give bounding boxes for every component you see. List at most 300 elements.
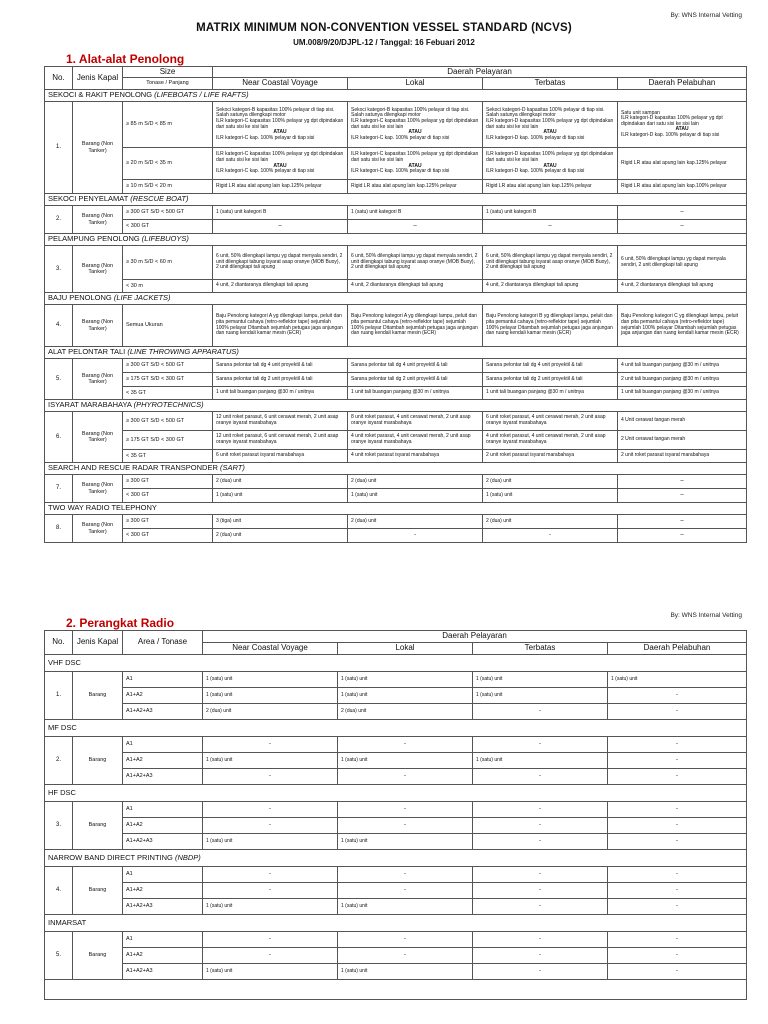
requirement-text: 2 (dua) unit xyxy=(216,531,242,538)
size-cell: ≥ 10 m S/D < 20 m xyxy=(123,180,213,194)
requirement-text: Baju Penolong kategori A yg dilengkapi lampu, peluit dan pita pemantul cahaya (retro-reflektor tape) sejumlah 100% pelayar Ditambah sejumlah petugas jaga anjungan dan ruang kendali kamar mesin (ECR) xyxy=(351,313,478,337)
requirement-cell xyxy=(213,475,348,489)
requirement-cell: - xyxy=(473,769,608,785)
requirement-text: Satu unit sampan xyxy=(621,109,660,116)
requirement-cell: 1 (satu) unit xyxy=(203,834,338,850)
requirement-cell xyxy=(618,102,747,148)
requirement-cell xyxy=(483,387,618,400)
requirement-text: ILR kategori-C kap. 100% pelayar di tiap sisi xyxy=(351,168,450,175)
area-cell: A1 xyxy=(123,737,203,753)
requirement-text: ILR kategori-C kapasitas 100% pelayar yg dpt dipindakan dari satu sisi ke sisi lain xyxy=(351,117,479,130)
vessel-type: Barang xyxy=(73,802,123,850)
requirement-cell xyxy=(618,431,747,450)
row-number: 4. xyxy=(45,305,73,347)
header-no: No. xyxy=(45,67,73,90)
requirement-text: 4 unit tali buangan panjang @30 m / unitnya xyxy=(621,361,719,368)
requirement-text: - xyxy=(549,532,551,539)
table-row xyxy=(45,305,747,347)
requirement-text: – xyxy=(680,209,684,216)
table-row xyxy=(45,148,747,180)
requirement-cell: - xyxy=(203,948,338,964)
group-header-row xyxy=(45,655,747,672)
requirement-text: 6 unit roket parasut, 4 unit cerawat merah, 2 unit asap oranye isyarat marabahaya xyxy=(486,414,606,426)
requirement-text: - xyxy=(414,532,416,539)
requirement-text: 1 unit tali buangan panjang @30 m / unitnya xyxy=(486,389,584,396)
requirement-cell: - xyxy=(608,883,747,899)
requirement-cell: - xyxy=(203,802,338,818)
requirement-cell: 1 (satu) unit xyxy=(473,672,608,688)
vessel-type: Barang (Non Tanker) xyxy=(73,412,123,463)
requirement-cell xyxy=(618,246,747,280)
requirement-text: ILR kategori-C kapasitas 100% pelayar yg dpt dipindakan dari satu sisi ke sisi lain xyxy=(216,151,344,163)
requirement-text: 2 (dua) unit xyxy=(351,477,377,484)
header-terbatas: Terbatas xyxy=(483,78,618,90)
requirement-cell xyxy=(483,102,618,148)
requirement-cell: 2 (dua) unit xyxy=(203,704,338,720)
requirement-cell xyxy=(348,180,483,194)
header-terbatas: Terbatas xyxy=(473,643,608,655)
size-cell: < 300 GT xyxy=(123,220,213,234)
requirement-cell xyxy=(618,489,747,503)
group-header-row xyxy=(45,234,747,246)
group-header-row xyxy=(45,503,747,515)
requirement-text: – xyxy=(278,223,282,230)
requirement-text: Sarana pelontar tali dg 4 unit proyektil & tali xyxy=(486,361,583,368)
group-title-italic: (LINE THROWING APPARATUS) xyxy=(127,347,239,357)
size-cell: ≥ 30 m S/D < 60 m xyxy=(123,246,213,280)
requirement-cell xyxy=(348,475,483,489)
table-row xyxy=(45,387,747,400)
requirement-cell: - xyxy=(473,948,608,964)
header-daerah-pelayaran: Daerah Pelayaran xyxy=(203,631,747,643)
size-cell: < 35 GT xyxy=(123,450,213,463)
row-number: 6. xyxy=(45,412,73,463)
row-number: 5. xyxy=(45,359,73,400)
group-title-italic: (LIFEBOATS / LIFE RAFTS) xyxy=(154,90,249,100)
requirement-text: 2 (dua) unit xyxy=(216,477,242,484)
size-cell: ≥ 300 GT S/D < 500 GT xyxy=(123,412,213,431)
requirement-cell xyxy=(618,387,747,400)
table-row xyxy=(45,672,747,688)
requirement-cell: - xyxy=(608,688,747,704)
area-cell: A1+A2+A3 xyxy=(123,704,203,720)
group-title: INMARSAT xyxy=(48,917,87,927)
requirement-cell: - xyxy=(473,737,608,753)
table-row xyxy=(45,431,747,450)
requirement-cell xyxy=(483,305,618,347)
requirement-cell xyxy=(618,475,747,489)
row-number: 2. xyxy=(45,737,73,785)
or-label: ATAU xyxy=(543,162,557,169)
row-number: 7. xyxy=(45,475,73,503)
requirement-cell xyxy=(348,280,483,293)
requirement-text: 4 unit roket parasut, 4 unit cerawat merah, 2 unit asap oranye isyarat marabahaya xyxy=(486,433,606,445)
requirement-cell xyxy=(213,515,348,529)
requirement-cell: - xyxy=(338,883,473,899)
section-1-title: 1. Alat-alat Penolong xyxy=(66,52,185,66)
group-title: VHF DSC xyxy=(48,657,81,667)
requirement-cell xyxy=(213,180,348,194)
area-cell: A1+A2 xyxy=(123,818,203,834)
group-title: SEKOCI & RAKIT PENOLONG xyxy=(48,90,153,100)
byline-mid: By: WNS Internal Vetting xyxy=(670,612,742,619)
requirement-text: Rigid LR atau alat apung lain kap.125% pelayar xyxy=(216,182,322,189)
group-title: TWO WAY RADIO TELEPHONY xyxy=(48,503,157,513)
vessel-type: Barang (Non Tanker) xyxy=(73,475,123,503)
requirement-cell xyxy=(618,529,747,543)
requirement-text: Rigid LR atau alat apung lain kap.125% pelayar xyxy=(351,182,457,189)
group-header-row xyxy=(45,915,747,932)
table-row xyxy=(45,818,747,834)
requirement-cell: 1 (satu) unit xyxy=(203,753,338,769)
requirement-cell xyxy=(213,305,348,347)
requirement-cell xyxy=(213,373,348,387)
requirement-text: Baju Penolong kategori C yg dilengkapi lampu, peluit dan pita pemantul cahaya (retro-reflektor tape) sejumlah 100% pelayar Ditambah sejumlah petugas jaga anjungan dan ruang kendali kamar mesin (ECR) xyxy=(621,313,739,337)
requirement-text: Baju Penolong kategori A yg dilengkapi lampu, peluit dan pita pemantul cahaya (retro-reflektor tape) sejumlah 100% pelayar Ditambah sejumlah petugas jaga anjungan dan ruang kendali kamar mesin (ECR) xyxy=(216,313,343,337)
requirement-text: 6 unit, 50% dilengkapi lampu yg dapat menyala sendiri, 2 unit dilengkapi tabung isyarat asap oranye (MOB Buoy), 2 unit dilengkapi tali apung xyxy=(351,253,478,271)
area-cell: A1+A2 xyxy=(123,883,203,899)
requirement-text: Sarana pelontar tali dg 2 unit proyektil & tali xyxy=(351,375,448,382)
requirement-cell: - xyxy=(473,704,608,720)
table-row xyxy=(45,280,747,293)
table-safety-equipment xyxy=(44,66,747,543)
requirement-text: 6 unit, 50% dilengkapi lampu yg dapat menyala sendiri, 2 unit dilengkapi tabung isyarat asap oranye (MOB Buoy), 2 unit dilengkapi tali apung xyxy=(216,253,343,271)
requirement-cell: - xyxy=(473,964,608,980)
requirement-text: ILR kategori-C kap. 100% pelayar di tiap sisi xyxy=(216,168,315,175)
group-header-row xyxy=(45,194,747,206)
requirement-cell: - xyxy=(473,818,608,834)
requirement-cell xyxy=(483,220,618,234)
requirement-cell xyxy=(348,373,483,387)
header-size: Size xyxy=(123,67,213,78)
requirement-cell xyxy=(348,489,483,503)
requirement-cell xyxy=(483,280,618,293)
vessel-type: Barang xyxy=(73,932,123,980)
requirement-cell: - xyxy=(608,964,747,980)
table-row xyxy=(45,753,747,769)
header-near-coastal: Near Coastal Voyage xyxy=(213,78,348,90)
header-lokal: Lokal xyxy=(338,643,473,655)
requirement-cell: - xyxy=(608,704,747,720)
requirement-cell xyxy=(483,373,618,387)
requirement-text: – xyxy=(680,532,684,539)
requirement-cell xyxy=(483,529,618,543)
vessel-type: Barang (Non Tanker) xyxy=(73,102,123,194)
requirement-text: 4 unit roket parasut, 4 unit cerawat merah, 2 unit asap oranye isyarat marabahaya xyxy=(351,433,471,445)
size-cell: ≥ 300 GT xyxy=(123,515,213,529)
requirement-text: ILR kategori-C kapasitas 100% pelayar yg dpt dipindakan dari satu sisi ke sisi lain xyxy=(351,151,479,163)
requirement-cell xyxy=(483,180,618,194)
area-cell: A1+A2 xyxy=(123,948,203,964)
requirement-cell xyxy=(213,206,348,220)
size-cell: ≥ 20 m S/D < 35 m xyxy=(123,148,213,180)
row-number: 4. xyxy=(45,867,73,915)
header-daerah-pelayaran: Daerah Pelayaran xyxy=(213,67,747,78)
requirement-cell: - xyxy=(608,948,747,964)
requirement-text: 12 unit roket parasut, 6 unit cerawat merah, 2 unit asap oranye isyarat marabahaya xyxy=(216,414,339,426)
requirement-cell xyxy=(348,431,483,450)
requirement-cell xyxy=(483,450,618,463)
table-row xyxy=(45,688,747,704)
requirement-cell xyxy=(213,102,348,148)
area-cell: A1 xyxy=(123,672,203,688)
row-number: 1. xyxy=(45,102,73,194)
requirement-text: Sarana pelontar tali dg 2 unit proyektil & tali xyxy=(486,375,583,382)
requirement-text: 1 (satu) unit kategori B xyxy=(486,208,537,215)
requirement-text: 12 unit roket parasut, 6 unit cerawat merah, 2 unit asap oranye isyarat marabahaya xyxy=(216,433,339,445)
requirement-text: 2 unit roket parasut isyarat marabahaya xyxy=(486,452,575,459)
requirement-cell: 1 (satu) unit xyxy=(203,672,338,688)
requirement-text: Baju Penolong kategori B yg dilengkapi lampu, peluit dan pita pemantul cahaya (retro-reflektor tape) sejumlah 100% pelayar Ditambah sejumlah petugas jaga anjungan dan ruang kendali kamar mesin (ECR) xyxy=(486,313,613,337)
requirement-text: 4 unit roket parasut isyarat marabahaya xyxy=(351,452,440,459)
requirement-cell xyxy=(483,412,618,431)
row-number: 2. xyxy=(45,206,73,234)
requirement-cell: - xyxy=(338,737,473,753)
requirement-text: 1 (satu) unit xyxy=(486,491,513,498)
area-cell: A1+A2 xyxy=(123,753,203,769)
area-cell: A1 xyxy=(123,867,203,883)
requirement-cell: - xyxy=(473,802,608,818)
table-row xyxy=(45,180,747,194)
requirement-cell xyxy=(348,412,483,431)
requirement-cell xyxy=(213,220,348,234)
requirement-cell xyxy=(348,102,483,148)
or-label: ATAU xyxy=(273,162,287,169)
requirement-cell xyxy=(348,450,483,463)
requirement-cell xyxy=(213,450,348,463)
requirement-cell: 1 (satu) unit xyxy=(203,899,338,915)
or-label: ATAU xyxy=(408,162,422,169)
requirement-cell xyxy=(483,489,618,503)
requirement-cell xyxy=(213,280,348,293)
requirement-cell xyxy=(483,206,618,220)
vessel-type: Barang (Non Tanker) xyxy=(73,515,123,543)
vessel-type: Barang xyxy=(73,672,123,720)
group-header-row xyxy=(45,850,747,867)
requirement-cell: - xyxy=(608,834,747,850)
header-jenis-kapal: Jenis Kapal xyxy=(73,67,123,90)
requirement-cell: - xyxy=(338,802,473,818)
or-label: ATAU xyxy=(543,129,557,136)
row-number: 5. xyxy=(45,932,73,980)
requirement-text: 1 (satu) unit kategori B xyxy=(351,208,402,215)
requirement-text: 1 (satu) unit xyxy=(351,491,378,498)
row-number: 1. xyxy=(45,672,73,720)
vessel-type: Barang (Non Tanker) xyxy=(73,305,123,347)
group-title: SEARCH AND RESCUE RADAR TRANSPONDER xyxy=(48,463,218,473)
requirement-cell: - xyxy=(338,932,473,948)
requirement-text: 1 unit tali buangan panjang @30 m / unitnya xyxy=(216,389,314,396)
requirement-cell: - xyxy=(203,883,338,899)
group-title-italic: (NBDP) xyxy=(174,852,201,862)
header-daerah-pelabuhan: Daerah Pelabuhan xyxy=(618,78,747,90)
requirement-cell: - xyxy=(338,818,473,834)
requirement-text: 1 unit tali buangan panjang @30 m / unitnya xyxy=(621,389,719,396)
requirement-cell: - xyxy=(608,753,747,769)
group-title-italic: (RESCUE BOAT) xyxy=(130,194,189,204)
table-radio-equipment xyxy=(44,630,747,1000)
table-row xyxy=(45,412,747,431)
requirement-cell: - xyxy=(473,867,608,883)
requirement-cell xyxy=(483,475,618,489)
requirement-text: 6 unit roket parasut isyarat marabahaya xyxy=(216,452,305,459)
requirement-text: ILR kategori-D kapasitas 100% pelayar yg dpt dipindakan dari satu sisi ke sisi lain xyxy=(486,117,614,130)
requirement-text: Rigid LR atau alat apung lain kap.125% pelayar xyxy=(621,159,727,166)
group-title: BAJU PENOLONG xyxy=(48,293,112,303)
group-header-row xyxy=(45,980,747,1000)
document-subtitle: UM.008/9/20/DJPL-12 / Tanggal: 16 Febuari 2012 xyxy=(293,38,475,47)
requirement-text: – xyxy=(680,492,684,499)
requirement-text: 2 (dua) unit xyxy=(351,517,377,524)
requirement-text: – xyxy=(680,518,684,525)
requirement-cell: 1 (satu) unit xyxy=(203,964,338,980)
document-title: MATRIX MINIMUM NON-CONVENTION VESSEL STANDARD (NCVS) xyxy=(196,22,572,34)
requirement-cell: - xyxy=(338,867,473,883)
requirement-cell xyxy=(213,431,348,450)
requirement-text: ILR kategori-D kap. 100% pelayar di tiap sisi xyxy=(486,134,585,141)
table-row xyxy=(45,704,747,720)
group-title: SEKOCI PENYELAMAT xyxy=(48,194,129,204)
requirement-cell xyxy=(618,373,747,387)
group-title: HF DSC xyxy=(48,787,76,797)
requirement-cell: - xyxy=(473,834,608,850)
requirement-cell: - xyxy=(608,867,747,883)
group-title-italic: (LIFE JACKETS) xyxy=(113,293,171,303)
table-row xyxy=(45,883,747,899)
requirement-cell: - xyxy=(338,769,473,785)
group-title: PELAMPUNG PENOLONG xyxy=(48,234,140,244)
size-cell: ≥ 300 GT S/D < 500 GT xyxy=(123,206,213,220)
header-jenis-kapal: Jenis Kapal xyxy=(73,631,123,655)
requirement-cell xyxy=(213,148,348,180)
requirement-cell: 1 (satu) unit xyxy=(608,672,747,688)
group-header-row xyxy=(45,785,747,802)
requirement-text: – xyxy=(548,223,552,230)
requirement-text: 2 (dua) unit xyxy=(486,477,512,484)
size-cell: < 30 m xyxy=(123,280,213,293)
requirement-cell xyxy=(348,220,483,234)
row-number: 8. xyxy=(45,515,73,543)
requirement-cell: - xyxy=(203,737,338,753)
size-cell: Semua Ukuran xyxy=(123,305,213,347)
area-cell: A1+A2+A3 xyxy=(123,899,203,915)
requirement-cell: 1 (satu) unit xyxy=(338,688,473,704)
requirement-text: 4 Unit cerawat tangan merah xyxy=(621,417,686,424)
section-2-title: 2. Perangkat Radio xyxy=(66,616,175,630)
requirement-cell: - xyxy=(203,867,338,883)
requirement-text: 1 unit tali buangan panjang @30 m / unitnya xyxy=(351,389,449,396)
requirement-cell xyxy=(213,387,348,400)
requirement-cell xyxy=(618,220,747,234)
requirement-cell xyxy=(348,148,483,180)
requirement-text: 2 (dua) unit xyxy=(486,517,512,524)
requirement-cell: 1 (satu) unit xyxy=(338,834,473,850)
group-title: NARROW BAND DIRECT PRINTING xyxy=(48,852,173,862)
table-row xyxy=(45,834,747,850)
requirement-cell: - xyxy=(608,737,747,753)
requirement-text: Sarana pelontar tali dg 2 unit proyektil & tali xyxy=(216,375,313,382)
requirement-cell: 1 (satu) unit xyxy=(338,964,473,980)
requirement-text: 1 (satu) unit kategori B xyxy=(216,208,267,215)
requirement-cell xyxy=(618,412,747,431)
area-cell: A1+A2+A3 xyxy=(123,769,203,785)
requirement-text: 2 unit tali buangan panjang @30 m / unitnya xyxy=(621,375,719,382)
requirement-cell xyxy=(483,148,618,180)
requirement-cell xyxy=(213,412,348,431)
requirement-cell xyxy=(213,246,348,280)
group-header-row xyxy=(45,400,747,412)
requirement-text: Rigid LR atau alat apung lain kap.100% pelayar xyxy=(621,182,727,189)
area-cell: A1 xyxy=(123,802,203,818)
requirement-text: Sarana pelontar tali dg 4 unit proyektil & tali xyxy=(351,361,448,368)
requirement-text: 2 Unit cerawat tangan merah xyxy=(621,436,686,443)
requirement-text: 1 (satu) unit xyxy=(216,491,243,498)
requirement-cell: 2 (dua) unit xyxy=(338,704,473,720)
header-no: No. xyxy=(45,631,73,655)
table-row xyxy=(45,102,747,148)
table-row xyxy=(45,220,747,234)
requirement-text: 4 unit, 2 diantaranya dilengkapi tali apung xyxy=(621,282,714,289)
table-row xyxy=(45,737,747,753)
requirement-cell: - xyxy=(338,948,473,964)
area-cell: A1+A2 xyxy=(123,688,203,704)
requirement-cell xyxy=(213,529,348,543)
header-daerah-pelabuhan: Daerah Pelabuhan xyxy=(608,643,747,655)
requirement-text: ILR kategori-C kapasitas 100% pelayar yg dpt dipindakan dari satu sisi ke sisi lain xyxy=(216,117,344,130)
size-cell: ≥ 300 GT xyxy=(123,475,213,489)
table-row xyxy=(45,489,747,503)
requirement-cell xyxy=(213,489,348,503)
table-row xyxy=(45,769,747,785)
table-row xyxy=(45,206,747,220)
table-row xyxy=(45,867,747,883)
table-row xyxy=(45,948,747,964)
requirement-text: Sekoci kategori-B kapasitas 100% pelayar di tiap sisi. Salah satunya dilengkapi motor xyxy=(351,106,470,119)
table-row xyxy=(45,475,747,489)
requirement-cell xyxy=(618,280,747,293)
requirement-cell xyxy=(348,246,483,280)
requirement-cell xyxy=(483,359,618,373)
or-label: ATAU xyxy=(273,129,287,136)
byline-top: By: WNS Internal Vetting xyxy=(670,12,742,19)
group-header-row xyxy=(45,293,747,305)
requirement-cell xyxy=(618,180,747,194)
requirement-text: ILR kategori-C kap. 100% pelayar di tiap sisi xyxy=(216,134,315,141)
group-title-italic: (SART) xyxy=(220,463,245,473)
table-row xyxy=(45,802,747,818)
requirement-cell xyxy=(213,359,348,373)
group-title: ALAT PELONTAR TALI xyxy=(48,347,126,357)
requirement-cell xyxy=(483,515,618,529)
requirement-cell: 1 (satu) unit xyxy=(338,753,473,769)
requirement-cell: 1 (satu) unit xyxy=(203,688,338,704)
header-area-tonase: Area / Tonase xyxy=(123,631,203,655)
requirement-cell: - xyxy=(203,769,338,785)
requirement-text: ILR kategori-D kap. 100% pelayar di tiap sisi xyxy=(621,131,720,138)
requirement-cell xyxy=(348,305,483,347)
vessel-type: Barang (Non Tanker) xyxy=(73,359,123,400)
size-cell: ≥ 175 GT S/D < 300 GT xyxy=(123,373,213,387)
requirement-text: ILR kategori-D kapasitas 100% pelayar yg dpt dipindakan dari satu sisi ke sisi lain xyxy=(621,115,723,127)
requirement-cell: - xyxy=(203,932,338,948)
requirement-cell xyxy=(483,246,618,280)
size-cell: < 35 GT xyxy=(123,387,213,400)
requirement-text: Sarana pelontar tali dg 4 unit proyektil & tali xyxy=(216,361,313,368)
requirement-text: ILR kategori-C kap. 100% pelayar di tiap sisi xyxy=(351,134,450,141)
requirement-cell: - xyxy=(608,818,747,834)
row-number: 3. xyxy=(45,246,73,293)
table-row xyxy=(45,450,747,463)
